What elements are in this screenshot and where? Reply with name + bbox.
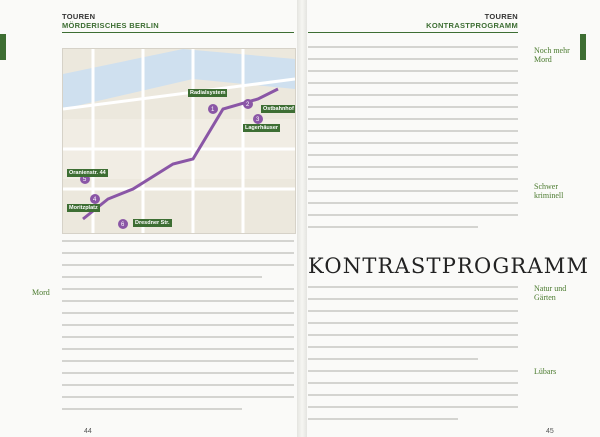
text-line	[308, 298, 518, 300]
text-line	[308, 166, 518, 168]
page-left	[14, 12, 296, 435]
text-line	[308, 382, 518, 384]
text-line	[308, 202, 518, 204]
header-right	[308, 12, 518, 30]
text-line	[62, 276, 262, 278]
marker-1-num: 1	[211, 107, 215, 113]
text-line	[308, 70, 518, 72]
text-line	[308, 418, 458, 420]
header-left	[62, 12, 159, 30]
text-line	[308, 58, 518, 60]
header-left-b: MÖRDERISCHES BERLIN	[62, 21, 159, 30]
section-title: KONTRASTPROGRAMM	[308, 254, 590, 278]
text-line	[308, 286, 518, 288]
text-line	[62, 264, 294, 266]
map-label-dresdner: Dresdner Str.	[135, 220, 170, 226]
margin-note-luebars: Lübars	[534, 367, 557, 376]
map-label-moritzplatz: Moritzplatz	[69, 205, 98, 211]
text-line	[308, 118, 518, 120]
header-right-a: TOUREN	[484, 12, 518, 21]
text-line	[62, 348, 294, 350]
margin-note-natur: Natur und Gärten	[534, 284, 567, 302]
text-line	[62, 300, 294, 302]
text-line	[308, 394, 518, 396]
text-line	[308, 94, 518, 96]
page-right	[308, 12, 590, 435]
marker-5-num: 5	[83, 177, 87, 183]
text-line	[62, 336, 294, 338]
map-label-oranienstr: Oranienstr. 44	[69, 170, 106, 176]
text-line	[308, 358, 478, 360]
text-line	[308, 106, 518, 108]
text-line	[62, 288, 294, 290]
text-line	[308, 154, 518, 156]
gutter	[297, 0, 307, 437]
text-line	[308, 322, 518, 324]
map-label-lagerhaeuser: Lagerhäuser	[245, 125, 279, 131]
text-line	[62, 240, 294, 242]
text-line	[62, 372, 294, 374]
header-left-a: TOUREN	[62, 12, 96, 21]
text-line	[308, 130, 518, 132]
text-line	[62, 360, 294, 362]
text-line	[62, 408, 242, 410]
text-line	[308, 346, 518, 348]
margin-note-mord: Mord	[32, 288, 50, 297]
text-line	[308, 190, 518, 192]
side-marker-left	[0, 34, 6, 60]
text-line	[62, 396, 294, 398]
map-label-radialsystem: Radialsystem	[190, 90, 226, 96]
margin-note-schwer: Schwer kriminell	[534, 182, 564, 200]
text-line	[308, 370, 518, 372]
text-line	[308, 214, 518, 216]
page-number-right: 45	[546, 428, 554, 435]
text-line	[62, 324, 294, 326]
text-line	[308, 334, 518, 336]
header-left-rule	[62, 32, 294, 33]
text-line	[62, 312, 294, 314]
text-line	[308, 310, 518, 312]
text-line	[62, 384, 294, 386]
marker-3-num: 3	[256, 117, 260, 123]
marker-4-num: 4	[93, 197, 97, 203]
text-line	[62, 252, 294, 254]
marker-2-num: 2	[246, 102, 250, 108]
text-line	[308, 82, 518, 84]
text-line	[308, 406, 518, 408]
tour-map	[62, 48, 296, 234]
text-line	[308, 226, 478, 228]
margin-note-mehr-mord: Noch mehr Mord	[534, 46, 570, 64]
header-right-b: KONTRASTPROGRAMM	[426, 21, 518, 30]
header-right-rule	[308, 32, 518, 33]
map-label-ostbahnhof: Ostbahnhof	[263, 106, 294, 112]
text-line	[308, 142, 518, 144]
text-line	[308, 46, 518, 48]
page-number-left: 44	[84, 428, 92, 435]
marker-6-num: 6	[121, 222, 125, 228]
text-line	[308, 178, 518, 180]
